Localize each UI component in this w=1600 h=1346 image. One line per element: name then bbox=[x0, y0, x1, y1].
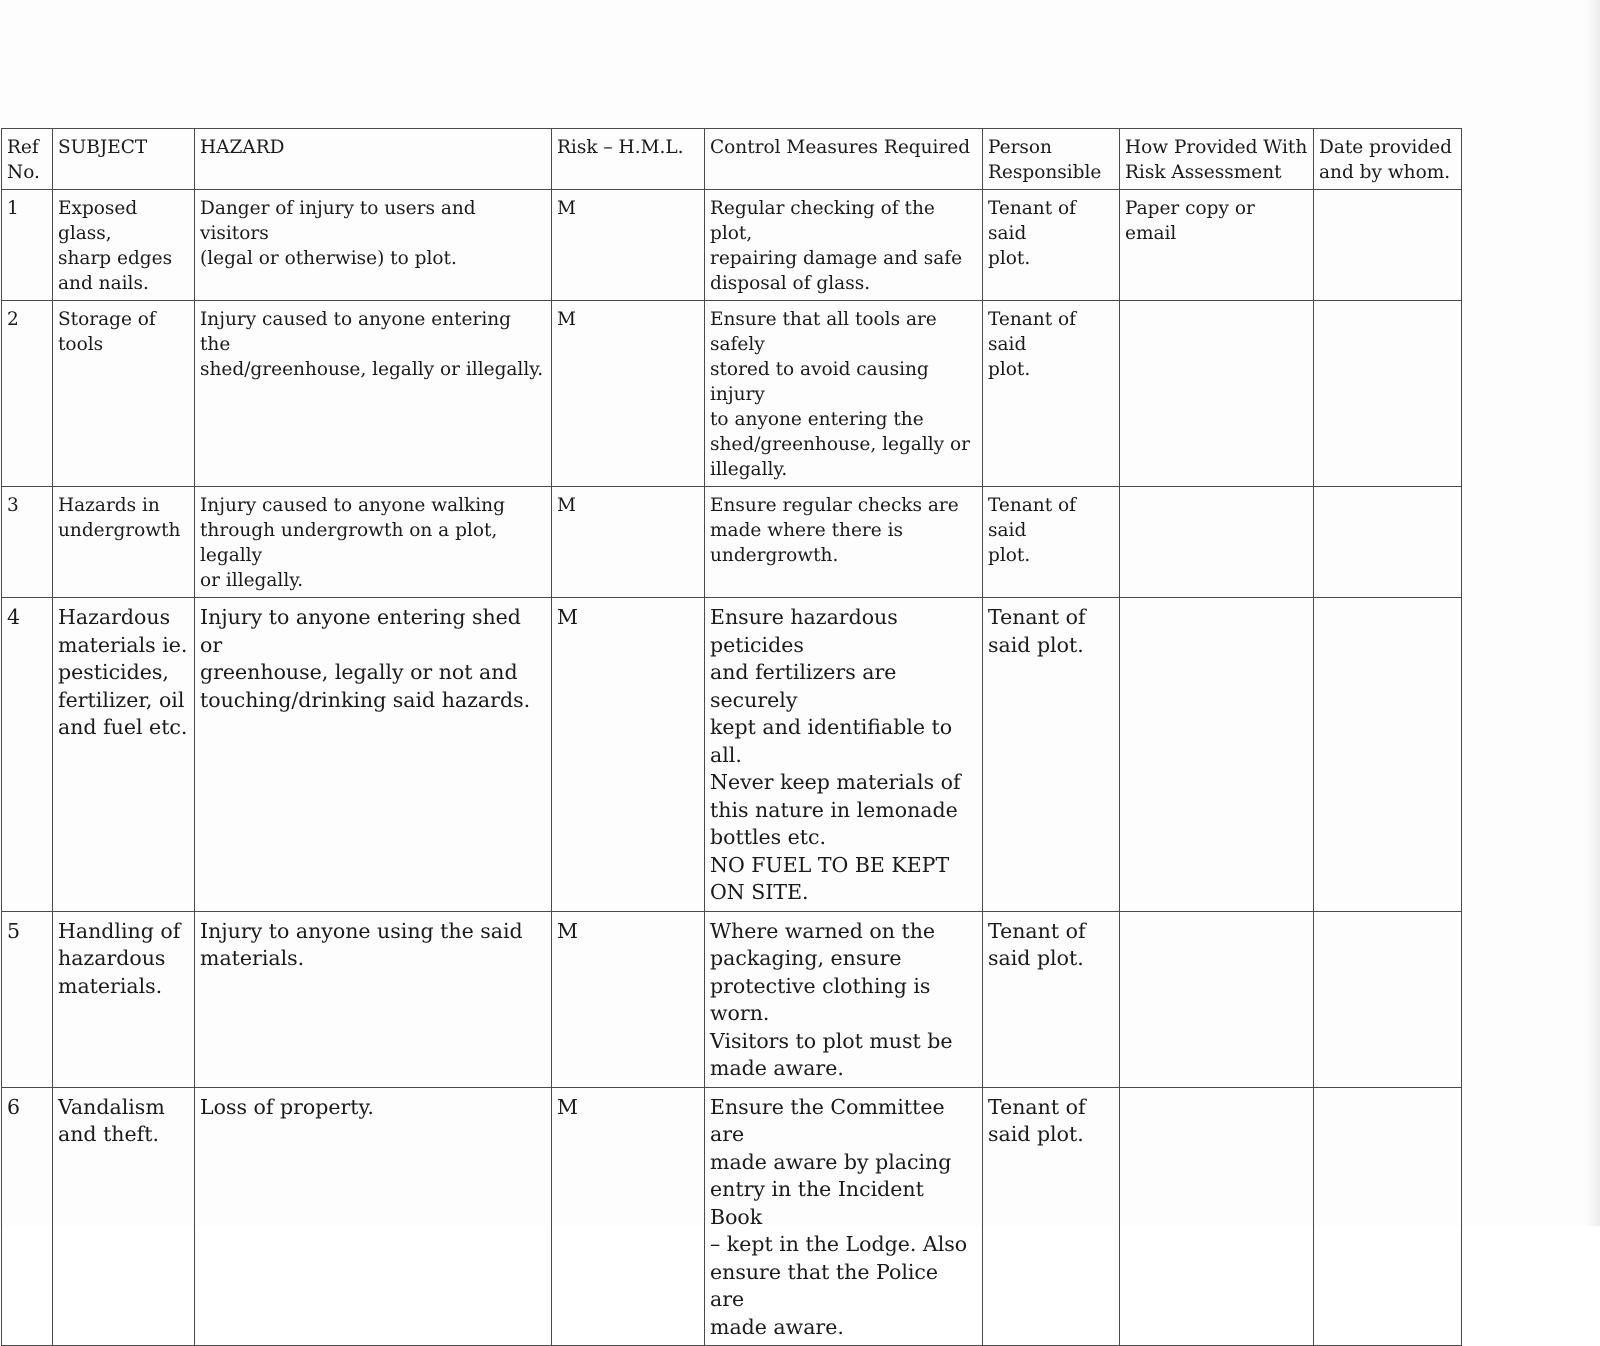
header-how-provided: How Provided With Risk Assessment bbox=[1120, 129, 1314, 190]
cell-subject: Vandalism and theft. bbox=[53, 1087, 195, 1346]
scan-edge-shadow bbox=[1586, 0, 1600, 1226]
cell-subject: Handling of hazardous materials. bbox=[53, 911, 195, 1087]
cell-person-responsible: Tenant of said plot. bbox=[983, 487, 1120, 598]
header-subject: SUBJECT bbox=[53, 129, 195, 190]
cell-hazard: Loss of property. bbox=[195, 1087, 552, 1346]
cell-control-measures: Ensure hazardous peticides and fertilizers are securely kept and identifiable to all. Never keep materials of this nature in lemonade bottles etc. NO FUEL TO BE KEPT ON SITE. bbox=[705, 598, 983, 912]
cell-control-measures: Where warned on the packaging, ensure protective clothing is worn. Visitors to plot must be made aware. bbox=[705, 911, 983, 1087]
cell-subject: Storage of tools bbox=[53, 301, 195, 487]
cell-control-measures: Ensure the Committee are made aware by placing entry in the Incident Book – kept in the Lodge. Also ensure that the Police are made aware. bbox=[705, 1087, 983, 1346]
cell-hazard: Danger of injury to users and visitors (legal or otherwise) to plot. bbox=[195, 190, 552, 301]
cell-person-responsible: Tenant of said plot. bbox=[983, 1087, 1120, 1346]
cell-date-provided bbox=[1314, 190, 1462, 301]
table-row bbox=[2, 301, 1462, 487]
cell-how-provided bbox=[1120, 1087, 1314, 1346]
cell-date-provided bbox=[1314, 911, 1462, 1087]
table-row bbox=[2, 190, 1462, 301]
header-date-provided: Date provided and by whom. bbox=[1314, 129, 1462, 190]
cell-how-provided bbox=[1120, 911, 1314, 1087]
cell-ref: 4 bbox=[2, 598, 53, 912]
cell-person-responsible: Tenant of said plot. bbox=[983, 911, 1120, 1087]
header-person-responsible: Person Responsible bbox=[983, 129, 1120, 190]
cell-how-provided bbox=[1120, 598, 1314, 912]
cell-how-provided bbox=[1120, 487, 1314, 598]
table-row bbox=[2, 598, 1462, 912]
cell-risk: M bbox=[552, 190, 705, 301]
cell-date-provided bbox=[1314, 487, 1462, 598]
risk-assessment-table bbox=[1, 128, 1462, 1346]
header-risk: Risk – H.M.L. bbox=[552, 129, 705, 190]
cell-risk: M bbox=[552, 598, 705, 912]
cell-how-provided bbox=[1120, 301, 1314, 487]
cell-ref: 1 bbox=[2, 190, 53, 301]
cell-control-measures: Ensure that all tools are safely stored to avoid causing injury to anyone entering the shed/greenhouse, legally or illegally. bbox=[705, 301, 983, 487]
table-row bbox=[2, 1087, 1462, 1346]
cell-person-responsible: Tenant of said plot. bbox=[983, 598, 1120, 912]
cell-ref: 3 bbox=[2, 487, 53, 598]
cell-person-responsible: Tenant of said plot. bbox=[983, 301, 1120, 487]
cell-control-measures: Regular checking of the plot, repairing damage and safe disposal of glass. bbox=[705, 190, 983, 301]
table-row bbox=[2, 487, 1462, 598]
cell-hazard: Injury to anyone using the said materials. bbox=[195, 911, 552, 1087]
cell-risk: M bbox=[552, 487, 705, 598]
cell-hazard: Injury caused to anyone walking through undergrowth on a plot, legally or illegally. bbox=[195, 487, 552, 598]
cell-date-provided bbox=[1314, 598, 1462, 912]
header-ref: Ref No. bbox=[2, 129, 53, 190]
cell-ref: 5 bbox=[2, 911, 53, 1087]
cell-risk: M bbox=[552, 301, 705, 487]
cell-date-provided bbox=[1314, 301, 1462, 487]
cell-hazard: Injury to anyone entering shed or greenhouse, legally or not and touching/drinking said hazards. bbox=[195, 598, 552, 912]
cell-person-responsible: Tenant of said plot. bbox=[983, 190, 1120, 301]
header-hazard: HAZARD bbox=[195, 129, 552, 190]
header-control-measures: Control Measures Required bbox=[705, 129, 983, 190]
header-row bbox=[2, 129, 1462, 190]
cell-subject: Exposed glass, sharp edges and nails. bbox=[53, 190, 195, 301]
cell-ref: 2 bbox=[2, 301, 53, 487]
cell-hazard: Injury caused to anyone entering the shed/greenhouse, legally or illegally. bbox=[195, 301, 552, 487]
cell-subject: Hazardous materials ie. pesticides, fertilizer, oil and fuel etc. bbox=[53, 598, 195, 912]
cell-risk: M bbox=[552, 911, 705, 1087]
cell-ref: 6 bbox=[2, 1087, 53, 1346]
cell-subject: Hazards in undergrowth bbox=[53, 487, 195, 598]
cell-how-provided: Paper copy or email bbox=[1120, 190, 1314, 301]
cell-control-measures: Ensure regular checks are made where there is undergrowth. bbox=[705, 487, 983, 598]
cell-risk: M bbox=[552, 1087, 705, 1346]
table-row bbox=[2, 911, 1462, 1087]
cell-date-provided bbox=[1314, 1087, 1462, 1346]
